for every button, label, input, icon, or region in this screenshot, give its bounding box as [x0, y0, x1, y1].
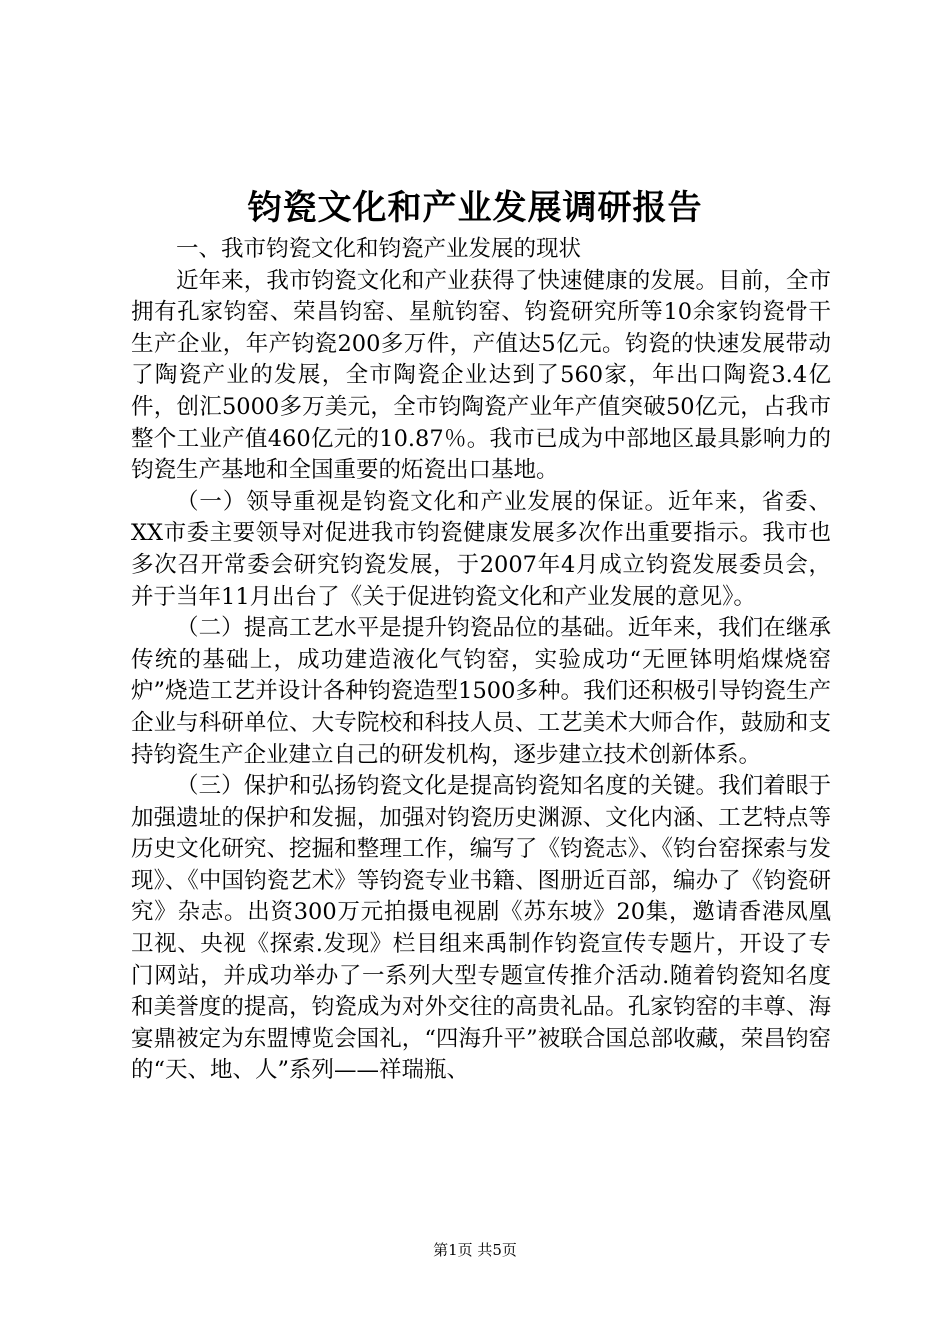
paragraph-leadership: （一）领导重视是钧瓷文化和产业发展的保证。近年来，省委、XX市委主要领导对促进我市钧瓷健康发展多次作出重要指示。我市也多次召开常委会研究钧瓷发展，于2007年4月成立钧瓷发展委员会，并于当年11月出台了《关于促进钧瓷文化和产业发展的意见》。 — [131, 488, 831, 610]
paragraph-overview: 近年来，我市钧瓷文化和产业获得了快速健康的发展。目前，全市拥有孔家钧窑、荣昌钧窑、星航钧窑、钧瓷研究所等10余家钧瓷骨干生产企业，年产钧瓷200多万件，产值达5亿元。钧瓷的快速发展带动了陶瓷产业的发展，全市陶瓷企业达到了560家，年出口陶瓷3.4亿件，创汇5000多万美元，全市钧陶瓷产业年产值突破50亿元，占我市整个工业产值460亿元的10.87％。我市已成为中部地区最具影响力的钧瓷生产基地和全国重要的炻瓷出口基地。 — [131, 267, 831, 484]
document-title: 钧瓷文化和产业发展调研报告 — [247, 188, 703, 228]
document-body — [131, 234, 831, 1087]
paragraph-culture: （三）保护和弘扬钧瓷文化是提高钧瓷知名度的关键。我们着眼于加强遗址的保护和发掘，加强对钧瓷历史渊源、文化内涵、工艺特点等历史文化研究、挖掘和整理工作，编写了《钧瓷志》、《钧台窑探索与发现》、《中国钧瓷艺术》等钧瓷专业书籍、图册近百部，编办了《钧瓷研究》杂志。出资300万元拍摄电视剧《苏东坡》20集，邀请香港凤凰卫视、央视《探索.发现》栏目组来禹制作钧瓷宣传专题片，开设了专门网站，并成功举办了一系列大型专题宣传推介活动.随着钧瓷知名度和美誉度的提高，钧瓷成为对外交往的高贵礼品。孔家钧窑的丰尊、海宴鼎被定为东盟博览会国礼，“四海升平”被联合国总部收藏，荣昌钧窑的“天、地、人”系列——祥瑞瓶、 — [131, 773, 831, 1084]
page-footer: 第1页 共5页 — [433, 1241, 517, 1259]
paragraph-craft: （二）提高工艺水平是提升钧瓷品位的基础。近年来，我们在继承传统的基础上，成功建造液化气钧窑，实验成功“无匣钵明焰煤烧窑炉”烧造工艺并设计各种钧瓷造型1500多种。我们还积极引导钧瓷生产企业与科研单位、大专院校和科技人员、工艺美术大师合作，鼓励和支持钧瓷生产企业建立自己的研发机构，逐步建立技术创新体系。 — [131, 615, 831, 768]
section-heading: 一、我市钧瓷文化和钧瓷产业发展的现状 — [176, 236, 582, 262]
